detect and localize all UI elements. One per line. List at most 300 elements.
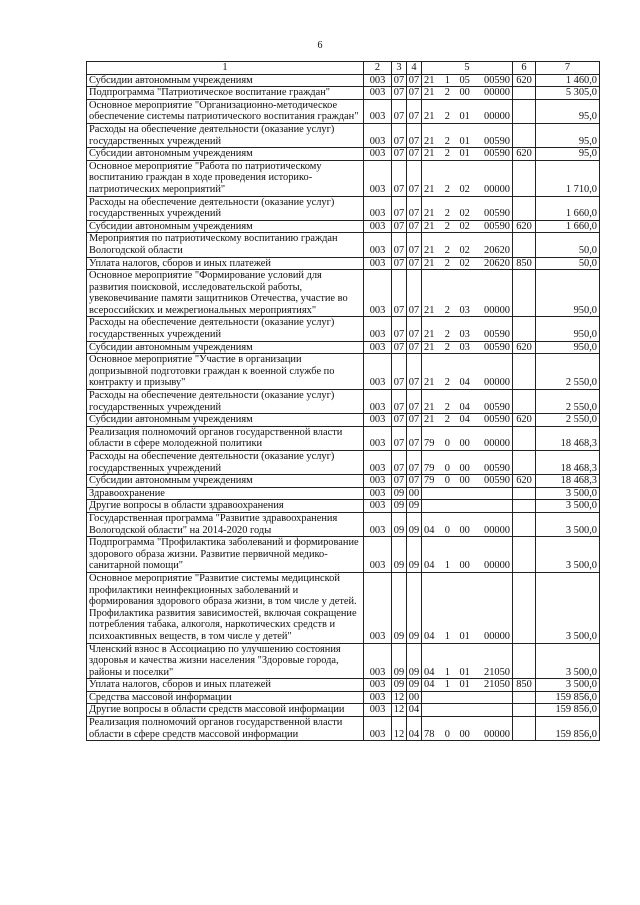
row-sum: 18 468,3 xyxy=(536,426,600,450)
row-vr xyxy=(513,390,536,414)
row-gr: 003 xyxy=(364,341,392,354)
row-name: Подпрограмма "Профилактика заболеваний и формирование здорового образа жизни. Развитие первичной медико-санитарной помощи" xyxy=(87,537,364,573)
row-gr: 003 xyxy=(364,74,392,87)
row-csr-part: 03 xyxy=(459,304,470,316)
row-csr-parts xyxy=(422,111,512,123)
row-sum: 159 856,0 xyxy=(536,704,600,717)
row-gr: 003 xyxy=(364,704,392,717)
row-sum: 50,0 xyxy=(536,233,600,257)
row-pr: 07 xyxy=(407,257,422,270)
row-csr xyxy=(422,537,513,573)
row-csr-part: 00000 xyxy=(484,183,510,195)
row-csr xyxy=(422,500,513,513)
row-csr-part: 00590 xyxy=(484,414,510,426)
row-name: Основное мероприятие "Организационно-методическое обеспечение системы патриотического воспитания граждан" xyxy=(87,99,364,123)
row-csr-part: 21 xyxy=(424,304,435,316)
row-csr xyxy=(422,74,513,87)
row-pr: 09 xyxy=(407,500,422,513)
row-csr-part: 21 xyxy=(424,244,435,256)
row-csr-part: 00590 xyxy=(484,401,510,413)
row-csr-part: 00 xyxy=(459,475,470,487)
row-vr xyxy=(513,354,536,390)
row-csr-part: 79 xyxy=(424,462,435,474)
row-sum: 95,0 xyxy=(536,148,600,161)
row-csr-part: 2 xyxy=(444,220,450,232)
table-header-row xyxy=(87,62,600,75)
row-csr-part: 01 xyxy=(459,111,470,123)
row-csr-part: 1 xyxy=(444,560,450,572)
row-gr: 003 xyxy=(364,500,392,513)
row-csr-part: 00000 xyxy=(484,111,510,123)
row-csr xyxy=(422,390,513,414)
row-name: Реализация полномочий органов государственной власти области в сфере средств массовой информации xyxy=(87,717,364,741)
row-csr xyxy=(422,160,513,196)
row-rz: 09 xyxy=(392,679,407,692)
row-vr xyxy=(513,99,536,123)
row-csr-parts xyxy=(422,414,512,426)
row-pr: 07 xyxy=(407,233,422,257)
row-rz: 07 xyxy=(392,426,407,450)
row-csr-part: 00590 xyxy=(484,148,510,160)
row-csr-part: 00000 xyxy=(484,438,510,450)
row-csr xyxy=(422,414,513,427)
row-rz: 07 xyxy=(392,354,407,390)
row-pr: 07 xyxy=(407,414,422,427)
table-row xyxy=(87,74,600,87)
row-vr xyxy=(513,512,536,536)
table-row xyxy=(87,160,600,196)
row-csr-part: 00 xyxy=(459,524,470,536)
row-csr xyxy=(422,717,513,741)
row-name: Реализация полномочий органов государственной власти области в сфере молодежной политики xyxy=(87,426,364,450)
column-header: 5 xyxy=(422,62,513,75)
row-vr xyxy=(513,500,536,513)
row-csr-part: 1 xyxy=(444,74,450,86)
row-name: Подпрограмма "Патриотическое воспитание граждан" xyxy=(87,87,364,100)
row-csr-parts xyxy=(422,463,512,475)
row-csr xyxy=(422,87,513,100)
row-name: Субсидии автономным учреждениям xyxy=(87,475,364,488)
row-gr: 003 xyxy=(364,233,392,257)
table-row xyxy=(87,87,600,100)
row-csr-parts xyxy=(422,402,512,414)
row-pr: 09 xyxy=(407,572,422,643)
row-vr xyxy=(513,317,536,341)
row-name: Расходы на обеспечение деятельности (оказание услуг) государственных учреждений xyxy=(87,317,364,341)
row-csr-part: 2 xyxy=(444,401,450,413)
row-sum: 18 468,3 xyxy=(536,451,600,475)
row-csr-parts xyxy=(422,87,512,99)
row-vr xyxy=(513,233,536,257)
row-csr-part: 00000 xyxy=(484,728,510,740)
row-pr: 00 xyxy=(407,691,422,704)
row-rz: 07 xyxy=(392,196,407,220)
row-csr-part: 21 xyxy=(424,257,435,269)
row-sum: 159 856,0 xyxy=(536,691,600,704)
row-csr-part: 00000 xyxy=(484,524,510,536)
row-csr-part: 21 xyxy=(424,329,435,341)
row-csr-parts xyxy=(422,75,512,87)
row-name: Субсидии автономным учреждениям xyxy=(87,414,364,427)
row-csr-part: 2 xyxy=(444,329,450,341)
table-row xyxy=(87,679,600,692)
row-name: Уплата налогов, сборов и иных платежей xyxy=(87,257,364,270)
row-csr xyxy=(422,451,513,475)
row-gr: 003 xyxy=(364,414,392,427)
row-csr-part: 04 xyxy=(424,666,435,678)
row-sum: 95,0 xyxy=(536,99,600,123)
row-name: Субсидии автономным учреждениям xyxy=(87,341,364,354)
table-row xyxy=(87,270,600,317)
row-gr: 003 xyxy=(364,512,392,536)
row-csr xyxy=(422,691,513,704)
row-sum: 3 500,0 xyxy=(536,487,600,500)
row-csr-parts xyxy=(422,377,512,389)
row-csr-parts xyxy=(422,438,512,450)
row-csr-parts xyxy=(422,560,512,572)
row-gr: 003 xyxy=(364,160,392,196)
row-csr-part: 04 xyxy=(459,401,470,413)
row-rz: 07 xyxy=(392,475,407,488)
row-csr-part: 00590 xyxy=(484,462,510,474)
row-csr-part: 00590 xyxy=(484,208,510,220)
row-csr-part: 00590 xyxy=(484,220,510,232)
row-csr-parts xyxy=(422,631,512,643)
row-vr xyxy=(513,643,536,679)
row-csr-part: 1 xyxy=(444,630,450,642)
row-csr-part: 21 xyxy=(424,220,435,232)
row-gr: 003 xyxy=(364,257,392,270)
row-name: Основное мероприятие "Участие в организации допризывной подготовки граждан к военной службе по контракту и призыву" xyxy=(87,354,364,390)
row-csr-part: 0 xyxy=(444,462,450,474)
row-sum: 3 500,0 xyxy=(536,500,600,513)
table-row xyxy=(87,233,600,257)
row-csr-part: 79 xyxy=(424,438,435,450)
row-csr-part: 78 xyxy=(424,728,435,740)
row-name: Основное мероприятие "Формирование условий для развития поисковой, исследовательской работы, увековечивание памяти защитников Отечества, участие во всероссийских и межрегиональных мероприятиях" xyxy=(87,270,364,317)
row-csr xyxy=(422,148,513,161)
row-name: Основное мероприятие "Работа по патриотическому воспитанию граждан в ходе проведения историко-патриотических мероприятий" xyxy=(87,160,364,196)
row-csr-part: 00 xyxy=(459,438,470,450)
row-csr-part: 2 xyxy=(444,341,450,353)
row-sum: 159 856,0 xyxy=(536,717,600,741)
row-csr-part: 2 xyxy=(444,208,450,220)
table-row xyxy=(87,414,600,427)
row-name: Субсидии автономным учреждениям xyxy=(87,148,364,161)
row-csr-part: 21 xyxy=(424,111,435,123)
row-rz: 07 xyxy=(392,414,407,427)
row-csr xyxy=(422,270,513,317)
table-row xyxy=(87,717,600,741)
table-row xyxy=(87,123,600,147)
column-header: 3 xyxy=(392,62,407,75)
row-csr-part: 04 xyxy=(424,679,435,691)
row-pr: 07 xyxy=(407,99,422,123)
row-csr xyxy=(422,475,513,488)
row-csr-part: 02 xyxy=(459,244,470,256)
row-csr-part: 21050 xyxy=(484,679,510,691)
row-name: Членский взнос в Ассоциацию по улучшению состояния здоровья и качества жизни населения "Здоровые города, районы и поселки" xyxy=(87,643,364,679)
row-rz: 07 xyxy=(392,220,407,233)
row-csr-parts xyxy=(422,258,512,270)
row-csr-parts xyxy=(422,525,512,537)
row-csr-part: 00590 xyxy=(484,74,510,86)
row-name: Уплата налогов, сборов и иных платежей xyxy=(87,679,364,692)
row-vr: 620 xyxy=(513,414,536,427)
table-row xyxy=(87,341,600,354)
row-csr-part: 1 xyxy=(444,679,450,691)
row-pr: 04 xyxy=(407,717,422,741)
row-pr: 09 xyxy=(407,512,422,536)
row-gr: 003 xyxy=(364,426,392,450)
row-csr-part: 03 xyxy=(459,341,470,353)
row-rz: 07 xyxy=(392,270,407,317)
row-name: Расходы на обеспечение деятельности (оказание услуг) государственных учреждений xyxy=(87,196,364,220)
row-name: Расходы на обеспечение деятельности (оказание услуг) государственных учреждений xyxy=(87,123,364,147)
row-sum: 950,0 xyxy=(536,270,600,317)
table-row xyxy=(87,475,600,488)
row-pr: 07 xyxy=(407,475,422,488)
row-csr-part: 00 xyxy=(459,728,470,740)
row-csr-parts xyxy=(422,667,512,679)
row-rz: 07 xyxy=(392,341,407,354)
row-csr-part: 02 xyxy=(459,183,470,195)
row-gr: 003 xyxy=(364,390,392,414)
row-vr: 620 xyxy=(513,475,536,488)
row-csr-part: 02 xyxy=(459,257,470,269)
table-row xyxy=(87,220,600,233)
row-csr-part: 2 xyxy=(444,135,450,147)
row-gr: 003 xyxy=(364,196,392,220)
row-csr-part: 04 xyxy=(459,377,470,389)
row-vr: 850 xyxy=(513,679,536,692)
row-csr-part: 00000 xyxy=(484,560,510,572)
row-gr: 003 xyxy=(364,87,392,100)
row-pr: 07 xyxy=(407,87,422,100)
row-csr-part: 02 xyxy=(459,208,470,220)
row-name: Здравоохранение xyxy=(87,487,364,500)
row-vr: 620 xyxy=(513,220,536,233)
row-csr-part: 01 xyxy=(459,666,470,678)
row-csr-part: 21 xyxy=(424,183,435,195)
row-csr-part: 00000 xyxy=(484,630,510,642)
row-csr-part: 00590 xyxy=(484,329,510,341)
row-pr: 09 xyxy=(407,643,422,679)
row-vr: 620 xyxy=(513,148,536,161)
row-csr xyxy=(422,572,513,643)
row-rz: 09 xyxy=(392,572,407,643)
row-name: Расходы на обеспечение деятельности (оказание услуг) государственных учреждений xyxy=(87,390,364,414)
row-pr: 09 xyxy=(407,537,422,573)
row-gr: 003 xyxy=(364,123,392,147)
table-row xyxy=(87,691,600,704)
row-csr-parts xyxy=(422,136,512,148)
row-csr xyxy=(422,99,513,123)
column-header: 7 xyxy=(536,62,600,75)
row-sum: 2 550,0 xyxy=(536,414,600,427)
row-vr xyxy=(513,487,536,500)
row-csr-part: 00 xyxy=(459,87,470,99)
row-rz: 09 xyxy=(392,537,407,573)
row-csr-part: 21 xyxy=(424,135,435,147)
row-rz: 07 xyxy=(392,148,407,161)
row-rz: 12 xyxy=(392,691,407,704)
row-csr xyxy=(422,704,513,717)
row-csr-part: 79 xyxy=(424,475,435,487)
row-sum: 3 500,0 xyxy=(536,679,600,692)
row-rz: 09 xyxy=(392,500,407,513)
row-pr: 07 xyxy=(407,451,422,475)
row-csr-part: 0 xyxy=(444,524,450,536)
row-name: Государственная программа "Развитие здравоохранения Вологодской области" на 2014-2020 годы xyxy=(87,512,364,536)
row-csr-part: 00590 xyxy=(484,475,510,487)
row-pr: 07 xyxy=(407,354,422,390)
table-row xyxy=(87,487,600,500)
column-header: 4 xyxy=(407,62,422,75)
row-csr-part: 04 xyxy=(459,414,470,426)
row-name: Другие вопросы в области здравоохранения xyxy=(87,500,364,513)
row-csr-part: 04 xyxy=(424,560,435,572)
table-row xyxy=(87,354,600,390)
row-csr xyxy=(422,123,513,147)
table-row xyxy=(87,426,600,450)
row-sum: 950,0 xyxy=(536,317,600,341)
row-rz: 07 xyxy=(392,390,407,414)
row-sum: 1 660,0 xyxy=(536,220,600,233)
row-csr xyxy=(422,220,513,233)
row-csr-part: 2 xyxy=(444,111,450,123)
row-csr-part: 01 xyxy=(459,630,470,642)
row-vr xyxy=(513,717,536,741)
row-gr: 003 xyxy=(364,354,392,390)
row-csr xyxy=(422,196,513,220)
row-vr xyxy=(513,691,536,704)
table-row xyxy=(87,512,600,536)
column-header: 6 xyxy=(513,62,536,75)
row-name: Другие вопросы в области средств массовой информации xyxy=(87,704,364,717)
row-name: Мероприятия по патриотическому воспитанию граждан Вологодской области xyxy=(87,233,364,257)
row-csr-part: 2 xyxy=(444,377,450,389)
row-pr: 07 xyxy=(407,220,422,233)
table-row xyxy=(87,572,600,643)
row-pr: 09 xyxy=(407,679,422,692)
row-rz: 07 xyxy=(392,257,407,270)
row-pr: 07 xyxy=(407,341,422,354)
row-vr xyxy=(513,270,536,317)
row-csr xyxy=(422,643,513,679)
row-gr: 003 xyxy=(364,99,392,123)
row-gr: 003 xyxy=(364,717,392,741)
row-pr: 07 xyxy=(407,390,422,414)
column-header: 2 xyxy=(364,62,392,75)
row-vr xyxy=(513,451,536,475)
row-csr-parts xyxy=(422,305,512,317)
row-vr xyxy=(513,426,536,450)
row-csr-part: 03 xyxy=(459,329,470,341)
row-sum: 2 550,0 xyxy=(536,354,600,390)
row-csr xyxy=(422,487,513,500)
row-vr: 620 xyxy=(513,74,536,87)
row-rz: 07 xyxy=(392,233,407,257)
row-pr: 07 xyxy=(407,196,422,220)
table-row xyxy=(87,148,600,161)
row-csr-part: 2 xyxy=(444,304,450,316)
table-row xyxy=(87,257,600,270)
row-csr-part: 2 xyxy=(444,414,450,426)
row-csr xyxy=(422,426,513,450)
row-gr: 003 xyxy=(364,487,392,500)
row-pr: 07 xyxy=(407,317,422,341)
row-gr: 003 xyxy=(364,148,392,161)
row-sum: 950,0 xyxy=(536,341,600,354)
row-sum: 1 660,0 xyxy=(536,196,600,220)
row-csr-part: 21 xyxy=(424,377,435,389)
row-csr xyxy=(422,512,513,536)
row-pr: 07 xyxy=(407,74,422,87)
row-sum: 3 500,0 xyxy=(536,643,600,679)
row-name: Основное мероприятие "Развитие системы медицинской профилактики неинфекционных заболеваний и формирования здорового образа жизни, в том числе у детей. Профилактика развития зависимостей, включая сокращение потребления табака, алкоголя, наркотических средств и психоактивных веществ, в том числе у детей" xyxy=(87,572,364,643)
row-sum: 3 500,0 xyxy=(536,537,600,573)
row-pr: 00 xyxy=(407,487,422,500)
row-vr xyxy=(513,196,536,220)
row-csr-part: 20620 xyxy=(484,257,510,269)
row-csr-parts xyxy=(422,184,512,196)
row-vr xyxy=(513,572,536,643)
row-csr-part: 21 xyxy=(424,401,435,413)
table-row xyxy=(87,643,600,679)
column-header: 1 xyxy=(87,62,364,75)
row-csr-parts xyxy=(422,245,512,257)
budget-table xyxy=(86,61,600,741)
row-csr-part: 21 xyxy=(424,74,435,86)
row-pr: 07 xyxy=(407,426,422,450)
row-csr-parts xyxy=(422,679,512,691)
row-pr: 07 xyxy=(407,160,422,196)
row-vr: 850 xyxy=(513,257,536,270)
row-csr-part: 00000 xyxy=(484,87,510,99)
row-csr-part: 20620 xyxy=(484,244,510,256)
row-csr-parts xyxy=(422,342,512,354)
row-rz: 07 xyxy=(392,160,407,196)
row-csr-part: 21 xyxy=(424,87,435,99)
row-csr-part: 2 xyxy=(444,87,450,99)
row-csr-part: 21 xyxy=(424,414,435,426)
row-pr: 04 xyxy=(407,704,422,717)
row-gr: 003 xyxy=(364,270,392,317)
row-gr: 003 xyxy=(364,317,392,341)
row-csr-part: 21050 xyxy=(484,666,510,678)
row-csr-part: 00 xyxy=(459,462,470,474)
row-csr-parts xyxy=(422,729,512,741)
row-csr-part: 21 xyxy=(424,148,435,160)
row-csr-part: 00000 xyxy=(484,304,510,316)
row-sum: 3 500,0 xyxy=(536,572,600,643)
row-csr xyxy=(422,341,513,354)
row-sum: 18 468,3 xyxy=(536,475,600,488)
row-rz: 12 xyxy=(392,717,407,741)
row-csr-part: 2 xyxy=(444,183,450,195)
row-sum: 2 550,0 xyxy=(536,390,600,414)
row-gr: 003 xyxy=(364,643,392,679)
row-csr xyxy=(422,679,513,692)
row-csr-part: 2 xyxy=(444,244,450,256)
row-gr: 003 xyxy=(364,475,392,488)
row-rz: 07 xyxy=(392,99,407,123)
row-csr-parts xyxy=(422,208,512,220)
row-csr-parts xyxy=(422,221,512,233)
row-csr-part: 00590 xyxy=(484,341,510,353)
row-gr: 003 xyxy=(364,679,392,692)
